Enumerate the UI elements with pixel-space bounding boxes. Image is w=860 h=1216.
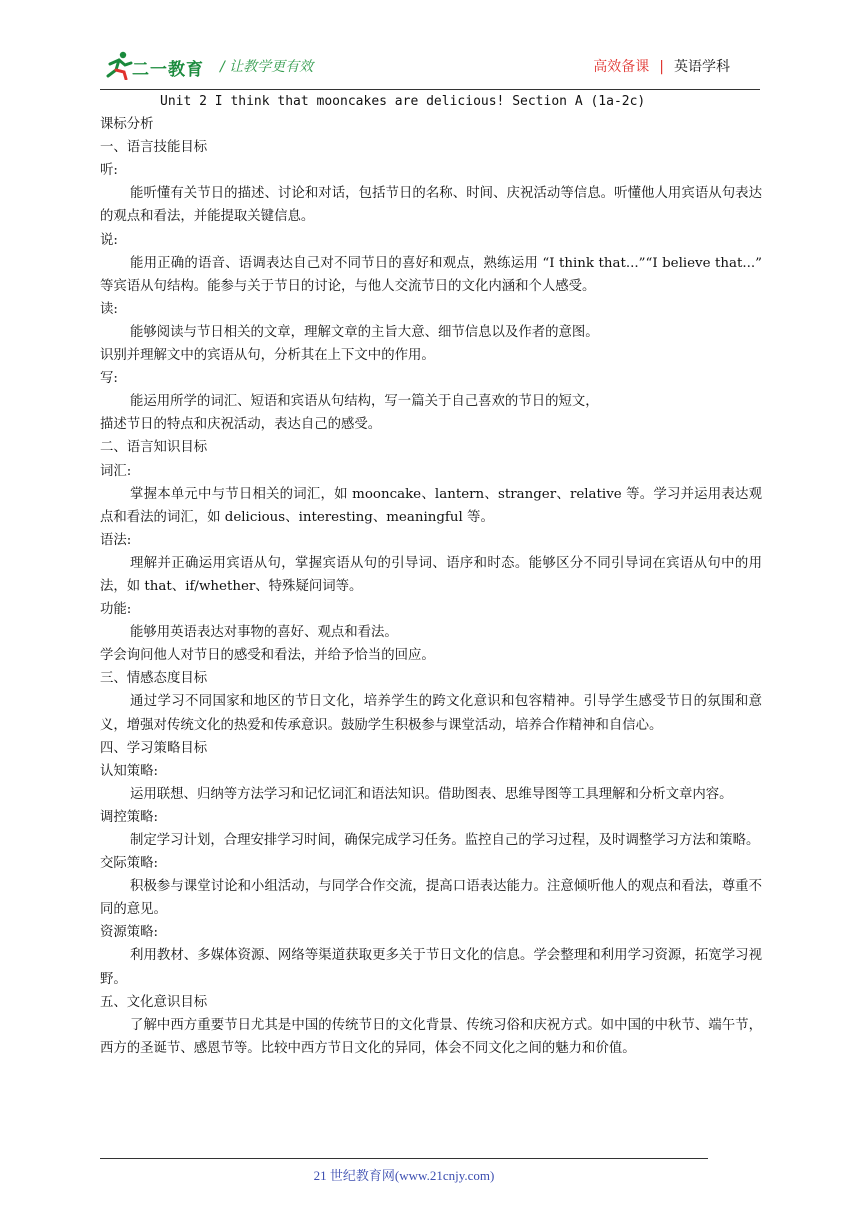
body-paragraph: 掌握本单元中与节日相关的词汇，如 mooncake、lantern、stranger、relative 等。学习并运用表达观点和看法的词汇，如 delicious、interesting、meaningful 等。: [100, 486, 762, 525]
section-heading: 学会询问他人对节日的感受和看法，并给予恰当的回应。: [100, 648, 435, 664]
section-heading: 说:: [100, 232, 118, 248]
section-heading: 描述节日的特点和庆祝活动，表达自己的感受。: [100, 417, 382, 433]
runner-icon: [104, 50, 134, 80]
section-heading: 听:: [100, 163, 118, 179]
section-heading: 四、学习策略目标: [100, 740, 208, 756]
section-heading: 功能:: [100, 602, 132, 618]
section-heading: 一、语言技能目标: [100, 140, 208, 156]
section-heading: 识别并理解文中的宾语从句，分析其在上下文中的作用。: [100, 348, 435, 364]
section-heading: 交际策略:: [100, 856, 159, 872]
page-header: [100, 48, 760, 88]
body-paragraph: 能听懂有关节日的描述、讨论和对话，包括节日的名称、时间、庆祝活动等信息。听懂他人用宾语从句表达的观点和看法，并能提取关键信息。: [100, 186, 762, 225]
section-heading: 二、语言知识目标: [100, 440, 208, 456]
body-paragraph: 通过学习不同国家和地区的节日文化，培养学生的跨文化意识和包容精神。引导学生感受节日的氛围和意义，增强对传统文化的热爱和传承意识。鼓励学生积极参与课堂活动，培养合作精神和自信心。: [100, 694, 762, 733]
section-heading: 读:: [100, 301, 118, 317]
section-heading: 词汇:: [100, 463, 132, 479]
section-heading: 资源策略:: [100, 925, 159, 941]
section-heading: 认知策略:: [100, 763, 159, 779]
section-heading: 语法:: [100, 532, 132, 548]
header-label-subject: 英语学科: [674, 59, 730, 75]
body-paragraph: 运用联想、归纳等方法学习和记忆词汇和语法知识。借助图表、思维导图等工具理解和分析文章内容。: [130, 786, 733, 802]
section-heading: 课标分析: [100, 117, 154, 133]
header-subject: [593, 56, 730, 76]
body-paragraph: 制定学习计划，合理安排学习时间，确保完成学习任务。监控自己的学习过程，及时调整学习方法和策略。: [130, 833, 760, 848]
body-paragraph: 利用教材、多媒体资源、网络等渠道获取更多关于节日文化的信息。学会整理和利用学习资源，拓宽学习视野。: [100, 948, 762, 987]
header-slogan: / 让教学更有效: [220, 59, 314, 75]
body-paragraph: 了解中西方重要节日尤其是中国的传统节日的文化背景、传统习俗和庆祝方式。如中国的中秋节、端午节，西方的圣诞节、感恩节等。比较中西方节日文化的异同，体会不同文化之间的魅力和价值。: [100, 1017, 762, 1056]
brand-name: 二一教育: [132, 60, 204, 80]
body-paragraph: 能够阅读与节日相关的文章，理解文章的主旨大意、细节信息以及作者的意图。: [130, 324, 599, 340]
header-label-lesson: 高效备课: [593, 59, 650, 75]
page-footer: 21 世纪教育网(www.21cnjy.com): [313, 1168, 495, 1183]
body-paragraph: 能用正确的语音、语调表达自己对不同节日的喜好和观点，熟练运用 “I think that...”“I believe that...” 等宾语从句结构。能参与关于节日的讨论，与他人交流节日的文化内涵和个人感受。: [100, 255, 762, 294]
section-heading: 五、文化意识目标: [100, 994, 208, 1010]
document-title: Unit 2 I think that mooncakes are delicious! Section A (1a-2c): [160, 94, 646, 109]
header-divider: |: [659, 59, 664, 75]
brand-logo: [104, 50, 224, 80]
document-body: [100, 90, 762, 1060]
footer-rule: [100, 1158, 708, 1159]
section-heading: 调控策略:: [100, 809, 159, 825]
body-paragraph: 积极参与课堂讨论和小组活动，与同学合作交流，提高口语表达能力。注意倾听他人的观点和看法，尊重不同的意见。: [100, 879, 762, 918]
body-paragraph: 能够用英语表达对事物的喜好、观点和看法。: [130, 625, 398, 641]
body-paragraph: 理解并正确运用宾语从句，掌握宾语从句的引导词、语序和时态。能够区分不同引导词在宾语从句中的用法，如 that、if/whether、特殊疑问词等。: [100, 555, 762, 594]
section-heading: 写:: [100, 371, 118, 387]
section-heading: 三、情感态度目标: [100, 671, 208, 687]
body-paragraph: 能运用所学的词汇、短语和宾语从句结构，写一篇关于自己喜欢的节日的短文，: [130, 394, 599, 410]
